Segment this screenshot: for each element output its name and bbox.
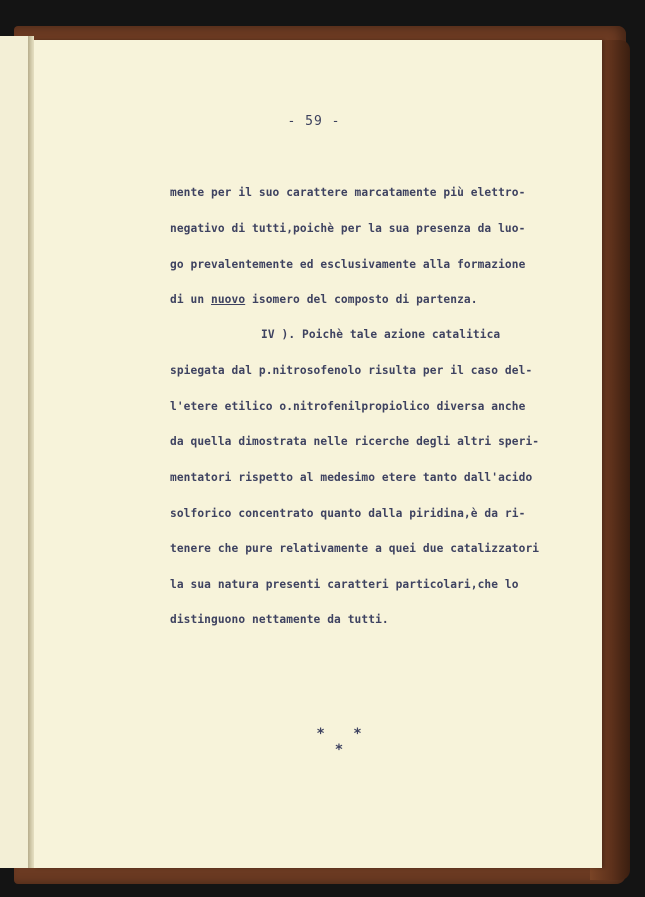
text-line: spiegata dal p.nitrosofenolo risulta per il caso del-	[170, 364, 533, 377]
text-line: solforico concentrato quanto dalla piridina,è da ri-	[170, 507, 526, 520]
facing-page-edge	[0, 36, 31, 868]
text-line: tenere che pure relativamente a quei due catalizzatori	[170, 542, 540, 555]
section-separator: * * *	[316, 726, 372, 758]
text-line: go prevalentemente ed esclusivamente alla formazione	[170, 258, 526, 271]
page-number: - 59 -	[287, 114, 341, 129]
paragraph-heading-line: IV ). Poichè tale azione catalitica	[261, 328, 501, 341]
text-line: da quella dimostrata nelle ricerche degli altri speri-	[170, 435, 540, 448]
text-line: negativo di tutti,poichè per la sua presenza da luo-	[170, 222, 526, 235]
text-line: mentatori rispetto al medesimo etere tanto dall'acido	[170, 471, 533, 484]
text-segment: isomero del composto di partenza.	[245, 293, 478, 306]
text-line: mente per il suo carattere marcatamente più elettro-	[170, 186, 526, 199]
text-line: distinguono nettamente da tutti.	[170, 613, 389, 626]
document-page	[34, 40, 602, 868]
text-segment: di un	[170, 293, 212, 306]
text-line	[170, 293, 478, 306]
underlined-word: nuovo	[211, 293, 246, 306]
text-line: l'etere etilico o.nitrofenilpropiolico diversa anche	[170, 400, 526, 413]
text-line: la sua natura presenti caratteri particolari,che lo	[170, 578, 519, 591]
